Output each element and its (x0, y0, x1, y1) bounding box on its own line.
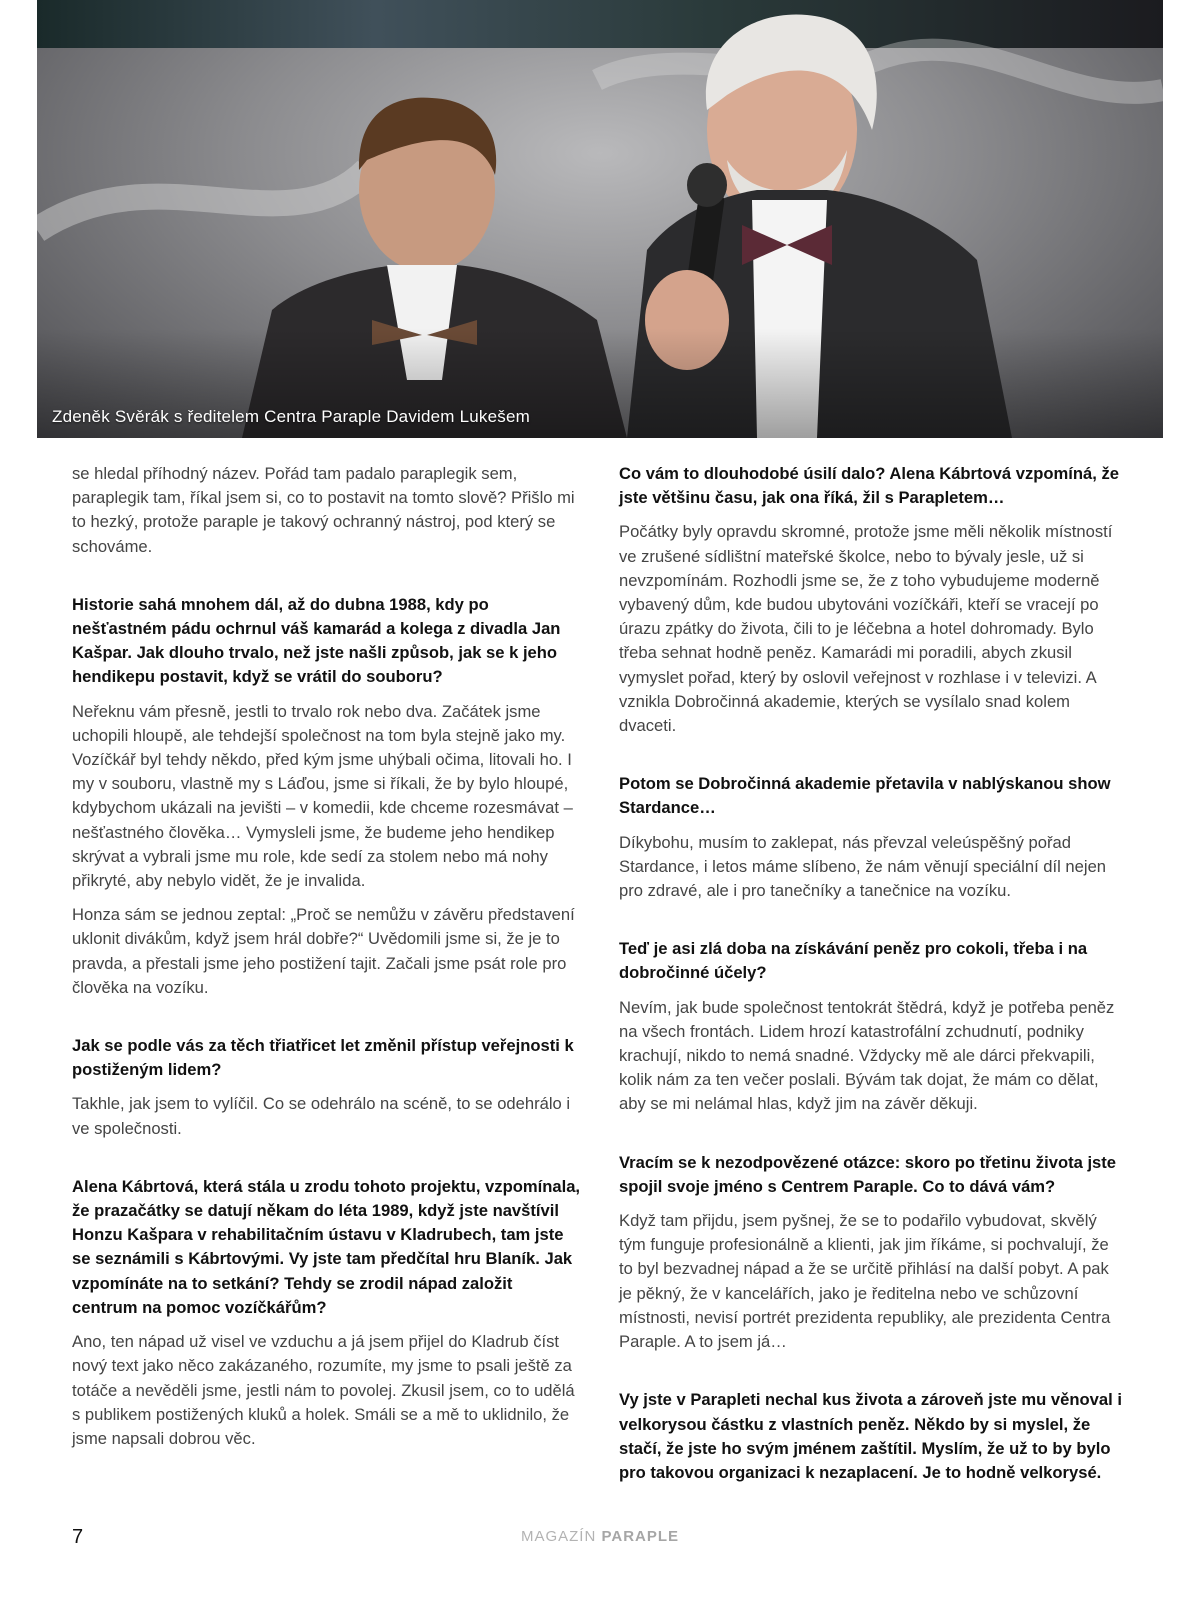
interview-question: Teď je asi zlá doba na získávání peněz pro cokoli, třeba i na dobročinné účely? (619, 939, 1088, 983)
interview-answer: Počátky byly opravdu skromné, protože jsme měli několik místností ve zrušené sídlištní mateřské školce, nebo to bývaly jesle, už si nevzpomínám. Rozhodli jsme se, že z toho vybudujeme moderně vybavený dům, kde budou ubytováni vozíčkáři, kteří se vracejí po úrazu zpátky do života, čili to je léčebna a hotel dohromady. Bylo třeba sehnat hodně peněz. Kamarádi mi poradili, abych zkusil vymyslet pořad, který by oslovil veřejnost v rozhlase i v televizi. A vznikla Dobročinná akademie, kterých se vysílalo snad kolem dvaceti. (619, 522, 1113, 736)
interview-question: Historie sahá mnohem dál, až do dubna 1988, kdy po nešťastném pádu ochrnul váš kamarád a kolega z divadla Jan Kašpar. Jak dlouho trvalo, než jste našli způsob, jak se k jeho hendikepu postavit, když se vrátil do souboru? (72, 594, 561, 687)
magazine-prefix: MAGAZÍN (520, 1528, 602, 1545)
interview-answer: Ano, ten nápad už visel ve vzduchu a já jsem přijel do Kladrub číst nový text jako něco zakázaného, rozumíte, my jsme to psali ještě za totáče a nevěděli jsme, jestli nám to povolej. Zkusil jsem, co to udělá s publikem postižených kluků a holek. Smáli se a mě to uklidnilo, že jsme napsali dobrou věc. (72, 1332, 575, 1448)
paragraph-gap (72, 1010, 582, 1034)
interview-question: Vracím se k nezodpovězené otázce: skoro po třetinu života jste spojil svoje jméno s Centrem Paraple. Co to dává vám? (619, 1152, 1117, 1196)
article-column-right (619, 462, 1124, 1495)
interview-question: Co vám to dlouhodobé úsilí dalo? Alena Kábrtová vzpomíná, že jste většinu času, jak ona říká, žil s Parapletem… (619, 464, 1120, 508)
paragraph-gap (619, 1364, 1124, 1388)
page-number: 7 (72, 1526, 84, 1548)
magazine-footer (0, 1528, 1200, 1545)
photo-illustration (37, 0, 1163, 438)
paragraph-gap (619, 748, 1124, 772)
interview-answer: se hledal příhodný název. Pořád tam padalo paraplegik sem, paraplegik tam, říkal jsem si, co to postavit na tomto slově? Přišlo mi to hezký, protože paraple je takový ochranný nástroj, pod který se schováme. (72, 464, 575, 556)
interview-answer: Takhle, jak jsem to vylíčil. Co se odehrálo na scéně, to se odehrálo i ve společnosti. (72, 1094, 571, 1138)
interview-answer: Když tam přijdu, jsem pyšnej, že se to podařilo vybudovat, skvělý tým funguje profesionálně a klienti, jak jim říkáme, si pochvalují, že to byl bezvadnej nápad a že se určitě přihlásí na další pobyt. A pak je pěkný, že v kancelářích, jako je ředitelna nebo ve schůzovní místnosti, nevisí portrét prezidenta republiky, ale prezidenta Centra Paraple. A to jsem já… (619, 1211, 1111, 1352)
interview-answer: Honza sám se jednou zeptal: „Proč se nemůžu v závěru představení uklonit divákům, když jsem hrál dobře?“ Uvědomili jsme si, že je to pravda, a přestali jsme jeho postižení tajit. Začali jsme psát role pro člověka na vozíku. (72, 905, 575, 997)
article-column-left (72, 462, 582, 1461)
interview-question: Jak se podle vás za těch třiatřicet let změnil přístup veřejnosti k postiženým lidem? (72, 1036, 574, 1080)
photo-caption: Zdeněk Svěrák s ředitelem Centra Paraple Davidem Lukešem (52, 407, 530, 426)
paragraph-gap (72, 569, 582, 593)
interview-question: Vy jste v Parapleti nechal kus života a zároveň jste mu věnoval i velkorysou částku z vlastních peněz. Někdo by si myslel, že stačí, že jste ho svým jménem zaštítil. Myslím, že už to by bylo pro takovou organizaci k nezaplacení. Je to hodně velkorysé. (619, 1390, 1122, 1482)
interview-question: Potom se Dobročinná akademie přetavila v nablýskanou show Stardance… (619, 774, 1111, 818)
article-photo (37, 0, 1163, 438)
paragraph-gap (72, 1151, 582, 1175)
magazine-name: PARAPLE (601, 1528, 680, 1545)
interview-answer: Nevím, jak bude společnost tentokrát štědrá, když je potřeba peněz na všech frontách. Lidem hrozí katastrofální zchudnutí, podniky krachují, nikdo to nemá snadné. Vždycky mě ale dárci překvapili, kolik nám za ten večer poslali. Bývám tak dojat, že mám co dělat, aby se mi nelámal hlas, když jim na závěr děkuji. (619, 997, 1115, 1114)
interview-question: Alena Kábrtová, která stála u zrodu tohoto projektu, vzpomínala, že prazačátky se datují někam do léta 1989, když jste navštívil Honzu Kašpara v rehabilitačním ústavu v Kladrubech, tam jste se seznámili s Kábrtovými. Vy jste tam předčítal hru Blaník. Jak vzpomínáte na to setkání? Tehdy se zrodil nápad založit centrum na pomoc vozíčkářům? (72, 1176, 581, 1317)
interview-answer: Neřeknu vám přesně, jestli to trvalo rok nebo dva. Začátek jsme uchopili hloupě, ale tehdejší společnost na tom byla stejně jako my. Vozíčkář byl tehdy někdo, před kým jsme uhýbali očima, litovali ho. I my v souboru, vlastně my s Láďou, jsme si říkali, že by bylo hloupé, kdybychom ukázali na jevišti – v komedii, kde chceme rozesmávat – nešťastného člověka… Vymysleli jsme, že budeme jeho hendikep skrývat a vybrali jsme mu role, kde sedí za stolem nebo má nohy přikryté, aby nebylo vidět, že je invalida. (72, 701, 573, 891)
paragraph-gap (619, 1127, 1124, 1151)
paragraph-gap (619, 913, 1124, 937)
interview-answer: Díkybohu, musím to zaklepat, nás převzal veleúspěšný pořad Stardance, i letos máme slíbeno, že nám věnují speciální díl nejen pro zdravé, ale i pro tanečníky a tanečnice na vozíku. (619, 832, 1107, 901)
